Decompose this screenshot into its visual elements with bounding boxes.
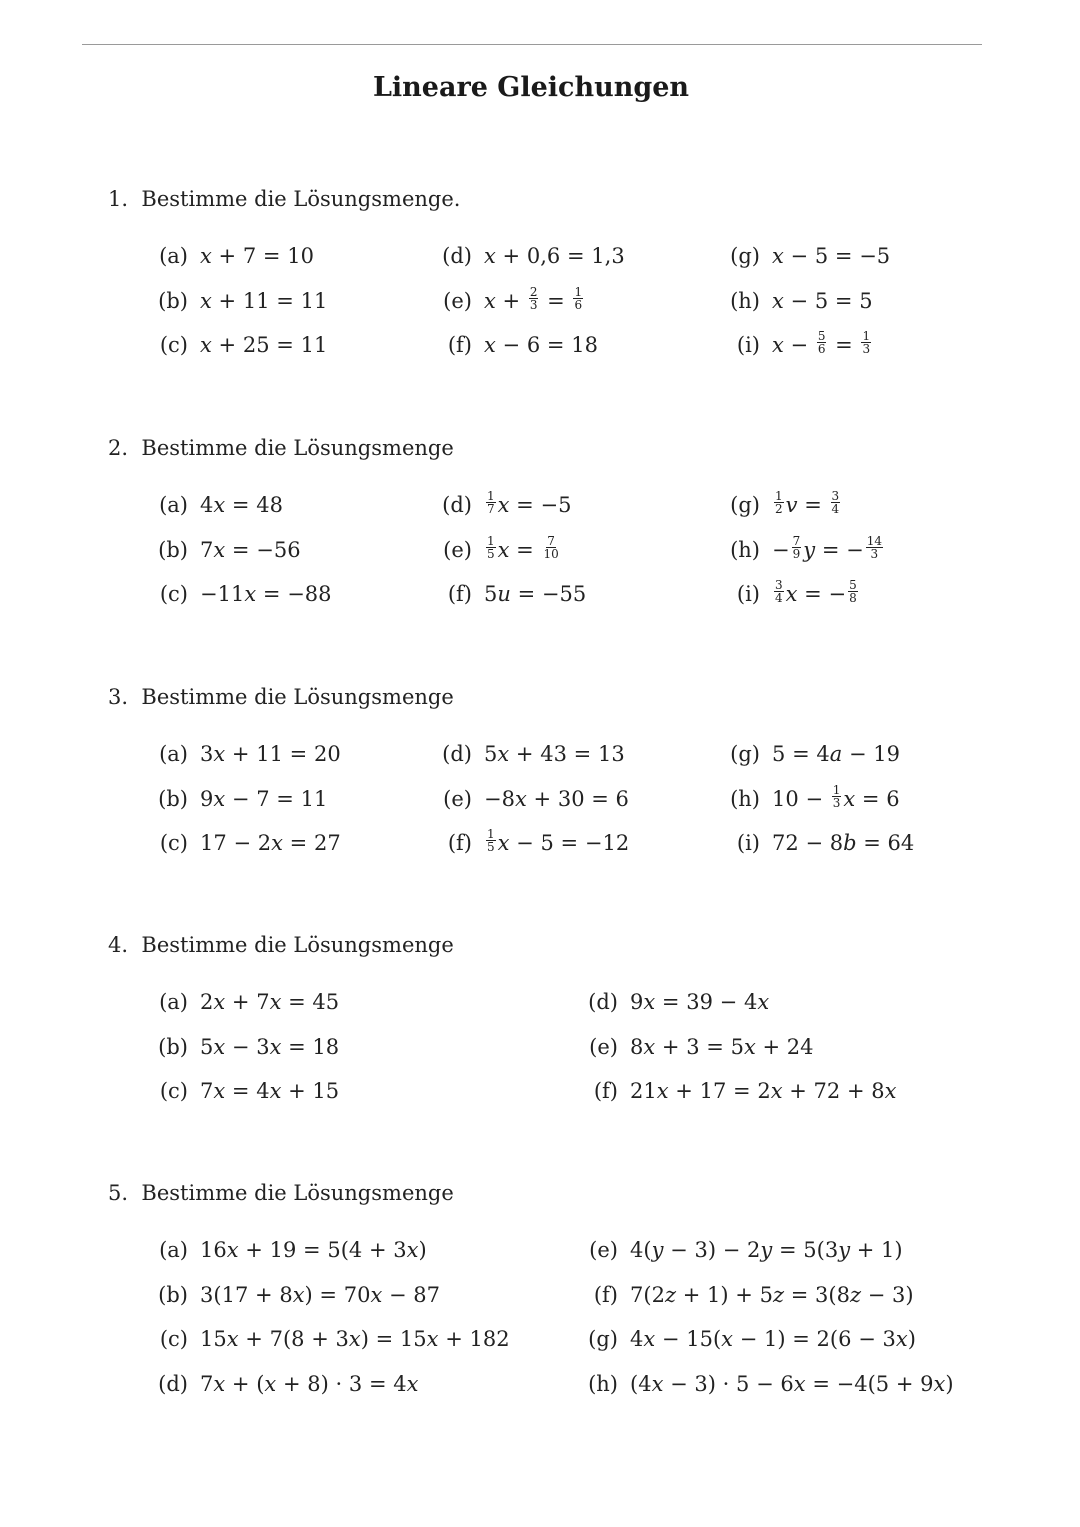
equation: 3(17 + 8x) = 70x − 87: [200, 1282, 441, 1307]
equation-item: [148, 582, 332, 606]
item-label: (a): [159, 493, 188, 517]
item-label: (b): [158, 786, 188, 811]
equation-item: [148, 1238, 427, 1262]
equation-item: [720, 289, 873, 313]
exercise-heading: [108, 685, 454, 709]
equation-item: [432, 244, 625, 268]
equation-item: [578, 1238, 903, 1262]
equation: $\frac{1}{5}$ x = $\frac{7}{10}$: [487, 533, 559, 562]
item-label: (g): [730, 742, 760, 766]
equation: 5x + 43 = 13: [484, 742, 625, 766]
exercise-instruction: Bestimme die Lösungsmenge: [141, 1181, 454, 1205]
fraction: $\frac{1}{7}$: [487, 489, 495, 516]
equation-item: [578, 1327, 916, 1351]
equation: x − 5 = −5: [772, 244, 891, 268]
equation-item: [578, 1079, 896, 1103]
equation: x − $\frac{5}{6}$ = $\frac{1}{3}$: [772, 329, 871, 357]
exercise-instruction: Bestimme die Lösungsmenge: [141, 933, 454, 957]
item-label: (d): [442, 742, 472, 766]
equation-item: [432, 827, 630, 857]
exercise-heading: [108, 1181, 454, 1205]
item-label: (e): [443, 537, 472, 562]
equation: x + 11 = 11: [200, 288, 328, 313]
exercise-heading: [108, 436, 454, 460]
item-label: (b): [158, 1034, 188, 1059]
item-label: (b): [158, 288, 188, 313]
item-label: (h): [730, 786, 760, 811]
equation: 3x + 11 = 20: [200, 742, 341, 766]
fraction: $\frac{1}{3}$: [832, 782, 841, 810]
equation-item: [432, 533, 562, 564]
equation: x + 0,6 = 1,3: [484, 244, 625, 268]
equation: 16x + 19 = 5(4 + 3x): [200, 1238, 427, 1262]
item-label: (f): [447, 582, 472, 606]
item-label: (c): [159, 1327, 188, 1351]
equation-item: [578, 990, 769, 1014]
item-label: (d): [588, 990, 618, 1014]
equation-item: [432, 582, 586, 606]
equation-item: [148, 990, 339, 1014]
equation-item: [148, 742, 341, 766]
equation-item: [148, 1372, 418, 1396]
equation-item: [148, 493, 283, 517]
top-rule: [82, 44, 982, 45]
item-label: (d): [442, 244, 472, 268]
equation-item: [432, 284, 585, 315]
equation-item: [720, 742, 900, 766]
equation: −11x = −88: [200, 582, 332, 606]
equation-item: [432, 742, 625, 766]
item-label: (i): [736, 831, 760, 855]
item-label: (e): [443, 786, 472, 811]
equation: 15x + 7(8 + 3x) = 15x + 182: [200, 1327, 510, 1351]
item-label: (e): [589, 1238, 618, 1262]
equation-item: [148, 289, 327, 313]
item-label: (f): [593, 1079, 618, 1103]
equation: 7(2z + 1) + 5z = 3(8z − 3): [630, 1282, 914, 1307]
equation-item: [720, 533, 885, 564]
item-label: (a): [159, 990, 188, 1014]
item-label: (h): [588, 1371, 618, 1396]
fraction: $\frac{1}{5}$: [487, 533, 495, 561]
equation: (4x − 3) · 5 − 6x = −4(5 + 9x): [630, 1371, 954, 1396]
equation: 7x = −56: [200, 537, 301, 562]
equation: x − 6 = 18: [484, 333, 598, 357]
item-label: (h): [730, 537, 760, 562]
fraction: $\frac{5}{8}$: [849, 578, 857, 605]
equation: x + 25 = 11: [200, 333, 328, 357]
exercise-number: 4.: [108, 933, 129, 957]
equation: 8x + 3 = 5x + 24: [630, 1034, 814, 1059]
fraction: $\frac{3}{4}$: [831, 489, 840, 516]
equation: $\frac{1}{2}$ v = $\frac{3}{4}$: [775, 489, 840, 517]
equation: 2x + 7x = 45: [200, 990, 340, 1014]
exercise-number: 3.: [108, 685, 129, 709]
equation-item: [720, 329, 873, 359]
fraction: $\frac{3}{4}$: [775, 578, 783, 605]
equation-item: [148, 787, 327, 811]
equation-item: [432, 489, 572, 519]
item-label: (c): [159, 831, 188, 855]
item-label: (d): [442, 493, 472, 517]
equation-item: [720, 782, 900, 813]
equation: 5x − 3x = 18: [200, 1034, 340, 1059]
equation: 10 − $\frac{1}{3}$ x = 6: [772, 782, 900, 811]
equation: $\frac{1}{7}$ x = −5: [487, 489, 572, 517]
item-label: (f): [593, 1282, 618, 1307]
equation: −8x + 30 = 6: [484, 786, 629, 811]
fraction: $\frac{14}{3}$: [866, 533, 882, 561]
equation-item: [148, 831, 341, 855]
item-label: (f): [447, 831, 472, 855]
equation-item: [148, 1035, 339, 1059]
item-label: (b): [158, 1282, 188, 1307]
equation: x + $\frac{2}{3}$ = $\frac{1}{6}$: [484, 284, 583, 313]
exercise-instruction: Bestimme die Lösungsmenge: [141, 685, 454, 709]
item-label: (c): [159, 333, 188, 357]
equation: − $\frac{7}{9}$ y = − $\frac{14}{3}$: [772, 533, 882, 562]
item-label: (g): [730, 244, 760, 268]
fraction: $\frac{1}{2}$: [775, 489, 783, 516]
fraction: $\frac{7}{9}$: [792, 533, 801, 561]
equation-item: [720, 244, 890, 268]
equation-item: [720, 489, 842, 519]
equation: 17 − 2x = 27: [200, 831, 341, 855]
item-label: (c): [159, 582, 188, 606]
equation-item: [578, 1372, 954, 1396]
equation: 5u = −55: [484, 582, 587, 606]
exercise-heading: [108, 933, 454, 957]
item-label: (g): [588, 1327, 618, 1351]
item-label: (i): [736, 333, 760, 357]
equation-item: [720, 578, 860, 608]
item-label: (d): [158, 1371, 188, 1396]
exercise-instruction: Bestimme die Lösungsmenge: [141, 436, 454, 460]
equation: 7x + (x + 8) · 3 = 4x: [200, 1371, 419, 1396]
equation: 5 = 4a − 19: [772, 742, 900, 766]
fraction: $\frac{1}{3}$: [862, 329, 871, 356]
item-label: (b): [158, 537, 188, 562]
equation: 4(y − 3) − 2y = 5(3y + 1): [630, 1238, 903, 1262]
equation: 9x − 7 = 11: [200, 786, 328, 811]
item-label: (c): [159, 1079, 188, 1103]
equation-item: [432, 787, 629, 811]
equation: $\frac{1}{5}$ x − 5 = −12: [487, 827, 630, 855]
item-label: (a): [159, 742, 188, 766]
equation: 7x = 4x + 15: [200, 1079, 340, 1103]
exercise-number: 1.: [108, 187, 129, 211]
page-title: Lineare Gleichungen: [372, 72, 690, 103]
item-label: (g): [730, 493, 760, 517]
exercise-number: 2.: [108, 436, 129, 460]
fraction: $\frac{1}{5}$: [487, 827, 495, 854]
equation: 9x = 39 − 4x: [630, 990, 770, 1014]
equation-item: [148, 1327, 510, 1351]
item-label: (a): [159, 1238, 188, 1262]
equation: 72 − 8b = 64: [772, 831, 915, 855]
exercise-heading: [108, 187, 460, 211]
equation: 21x + 17 = 2x + 72 + 8x: [630, 1079, 897, 1103]
item-label: (i): [736, 582, 760, 606]
fraction: $\frac{7}{10}$: [543, 533, 559, 561]
equation-item: [578, 1035, 814, 1059]
equation-item: [148, 1079, 339, 1103]
equation-item: [720, 831, 914, 855]
item-label: (e): [589, 1034, 618, 1059]
equation: x − 5 = 5: [772, 288, 873, 313]
equation-item: [432, 333, 598, 357]
fraction: $\frac{2}{3}$: [529, 284, 538, 312]
fraction: $\frac{5}{6}$: [817, 329, 826, 356]
equation-item: [148, 244, 314, 268]
equation-item: [578, 1283, 914, 1307]
item-label: (f): [447, 333, 472, 357]
equation-item: [148, 333, 327, 357]
item-label: (a): [159, 244, 188, 268]
equation: $\frac{3}{4}$ x = − $\frac{5}{8}$: [775, 578, 857, 606]
exercise-instruction: Bestimme die Lösungsmenge.: [141, 187, 461, 211]
fraction: $\frac{1}{6}$: [574, 284, 583, 312]
equation: 4x − 15(x − 1) = 2(6 − 3x): [630, 1327, 916, 1351]
item-label: (h): [730, 288, 760, 313]
equation: 4x = 48: [200, 493, 283, 517]
equation-item: [148, 1283, 440, 1307]
equation: x + 7 = 10: [200, 244, 314, 268]
exercise-number: 5.: [108, 1181, 129, 1205]
equation-item: [148, 538, 301, 562]
item-label: (e): [443, 288, 472, 313]
